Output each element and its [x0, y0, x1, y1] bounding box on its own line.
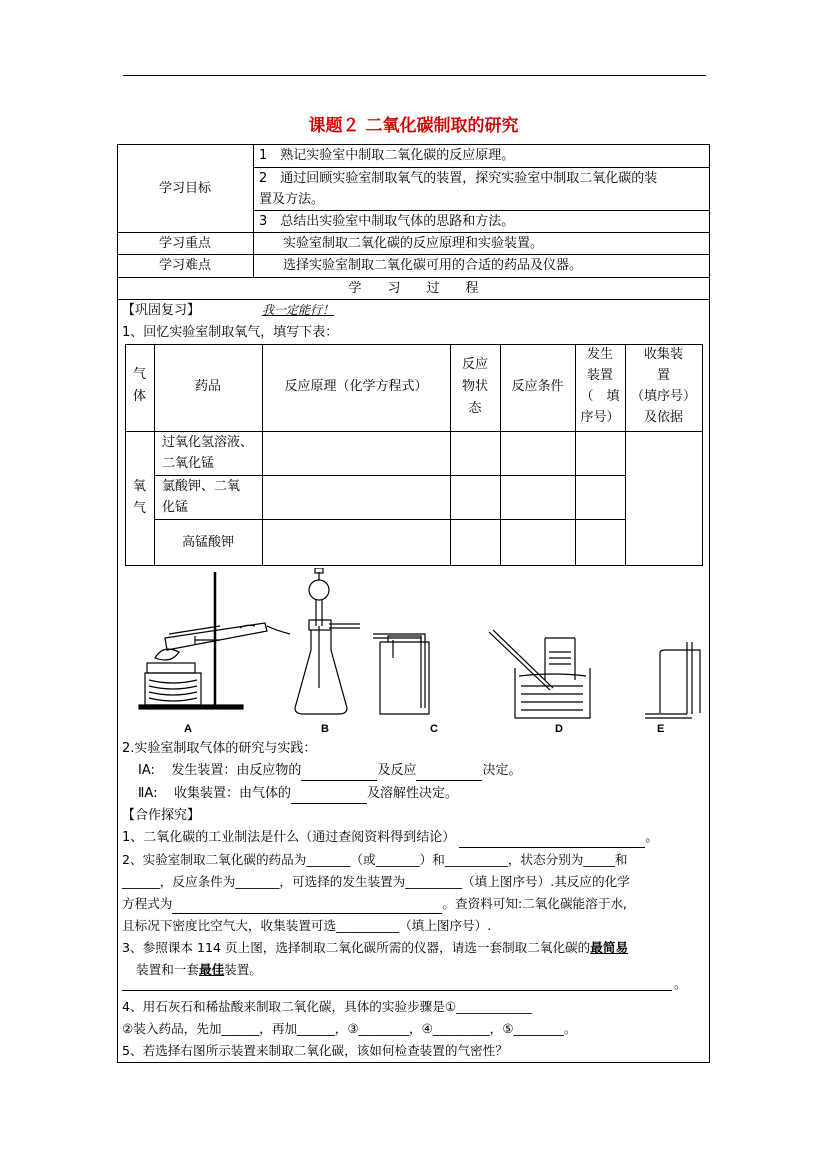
h-gas-1: 气	[132, 367, 146, 382]
coop-q1-blank[interactable]	[459, 833, 645, 848]
h-drug: 药品	[194, 379, 221, 394]
coop-q2-eq-blank[interactable]	[172, 899, 442, 914]
coop-q2-l1: 2、实验室制取二氧化碳的药品为_______（或_______）和__________，状态分别为_____和	[122, 852, 628, 867]
row2-drug-b: 化锰	[162, 500, 189, 515]
coop-q3-simple: 最简易	[590, 940, 629, 955]
coop-q2-l3	[122, 893, 627, 914]
h-condition: 反应条件	[511, 379, 564, 394]
iia-label: ⅡA:	[138, 786, 158, 801]
coop-q3-l1a: 3、参照课本 114 页上图，选择制取二氧化碳所需的仪器，请选一套制取二氧化碳的	[122, 940, 591, 955]
iia-blank[interactable]	[291, 789, 367, 804]
coop-q1	[122, 827, 658, 848]
coop-q3-l2a: 装置和一套	[136, 962, 199, 977]
difficult-text: 选择实验室制取二氧化碳可用的合适的药品及仪器。	[283, 258, 583, 273]
coop-q2-l4: 且标况下密度比空气大，收集装置可选__________（填上图序号）.	[122, 918, 492, 933]
apparatus-a	[139, 572, 290, 709]
coop-q2-l3b: 。查资料可知:二氧化碳能溶于水,	[442, 896, 627, 911]
h-gas-2: 体	[132, 389, 146, 404]
gas-2: 气	[132, 501, 146, 516]
goal-2b: 置及方法。	[259, 192, 325, 207]
coop-q3-end: 。	[674, 977, 688, 992]
label-b: B	[321, 723, 329, 735]
review-q1: 1、回忆实验室制取氧气，填写下表：	[122, 325, 339, 340]
ia-label: ⅠA:	[138, 763, 155, 778]
goal-3: 3 总结出实验室中制取气体的思路和方法。	[259, 214, 515, 229]
coop-heading: 【合作探究】	[122, 808, 201, 823]
h-gen-1: 发生	[586, 347, 613, 362]
coop-q3-l2	[136, 959, 262, 980]
row1-drug-b: 二氧化锰	[162, 456, 215, 471]
ia-blank-1[interactable]	[301, 766, 377, 781]
goals-label: 学习目标	[158, 181, 211, 196]
coop-q5: 5、若选择右图所示装置来制取二氧化碳，该如何检查装置的气密性？	[122, 1043, 508, 1058]
h-state-3: 态	[468, 401, 482, 416]
coop-q3-l2b: 装置。	[224, 962, 262, 977]
ia-text3: 决定。	[482, 763, 522, 778]
goal-1: 1 熟记实验室中制取二氧化碳的反应原理。	[259, 148, 515, 163]
coop-q4-l1: 4、用石灰石和稀盐酸来制取二氧化碳，具体的实验步骤是①____________	[122, 999, 532, 1014]
row3-drug: 高锰酸钾	[181, 535, 234, 550]
h-col-4: 及依据	[643, 410, 683, 425]
label-a: A	[184, 723, 192, 735]
coop-q3-answer-line[interactable]	[122, 990, 672, 991]
iia-text1: 收集装置：由气体的	[173, 786, 291, 801]
ia-blank-2[interactable]	[416, 766, 482, 781]
h-col-1: 收集装	[643, 347, 683, 362]
iia-text2: 及溶解性决定。	[367, 786, 459, 801]
h-state-1: 反应	[461, 357, 488, 372]
coop-q1-end: 。	[645, 830, 659, 845]
h-col-3: （填序号）	[630, 389, 696, 404]
row1-drug-a: 过氧化氢溶液、	[162, 435, 254, 450]
apparatus-figure	[125, 568, 710, 738]
apparatus-e	[645, 642, 700, 718]
coop-q4-l2: ②装入药品，先加______，再加______，③________，④_________，⑤________。	[122, 1021, 577, 1036]
h-principle: 反应原理（化学方程式）	[284, 379, 428, 394]
coop-q1-text: 1、二氧化碳的工业制法是什么（通过查阅资料得到结论）	[122, 830, 456, 845]
h-gen-4: 序号）	[580, 410, 620, 425]
practice-q2: 2.实验室制取气体的研究与实践：	[122, 741, 317, 756]
page-title: 课题２ 二氧化碳制取的研究	[308, 116, 519, 136]
gas-1: 氧	[132, 479, 146, 494]
process-heading: 学 习 过 程	[348, 281, 479, 296]
apparatus-c	[373, 634, 429, 714]
coop-q3-l1	[122, 937, 628, 958]
h-gen-2: 装置	[586, 368, 613, 383]
key-label: 学习重点	[158, 236, 211, 251]
apparatus-b	[295, 568, 360, 714]
key-text: 实验室制取二氧化碳的反应原理和实验装置。	[283, 236, 544, 251]
h-state-2: 物状	[461, 379, 488, 394]
h-gen-3: （ 填	[580, 389, 620, 404]
top-rule	[123, 75, 706, 76]
label-d: D	[555, 723, 563, 735]
label-e: E	[657, 723, 665, 735]
coop-q3-best: 最佳	[198, 962, 225, 977]
goal-2a: 2 通过回顾实验室制取氧气的装置，探究实验室中制取二氧化碳的装	[259, 171, 658, 186]
apparatus-d	[489, 630, 590, 718]
h-col-2: 置	[656, 368, 670, 383]
label-c: C	[430, 723, 438, 735]
practice-ia	[138, 760, 521, 781]
row2-drug-a: 氯酸钾、二氧	[162, 479, 241, 494]
coop-q2-l2: ______，反应条件为_______，可选择的发生装置为_________（填上图序号）.其反应的化学	[122, 874, 630, 889]
difficult-label: 学习难点	[158, 258, 211, 273]
review-slogan: 我一定能行！	[262, 303, 335, 317]
coop-q2-l3a: 方程式为	[122, 896, 173, 911]
ia-text1: 发生装置：由反应物的	[171, 763, 302, 778]
practice-iia	[138, 783, 458, 804]
review-heading: 【巩固复习】	[122, 303, 201, 318]
ia-text2: 及反应	[377, 763, 417, 778]
